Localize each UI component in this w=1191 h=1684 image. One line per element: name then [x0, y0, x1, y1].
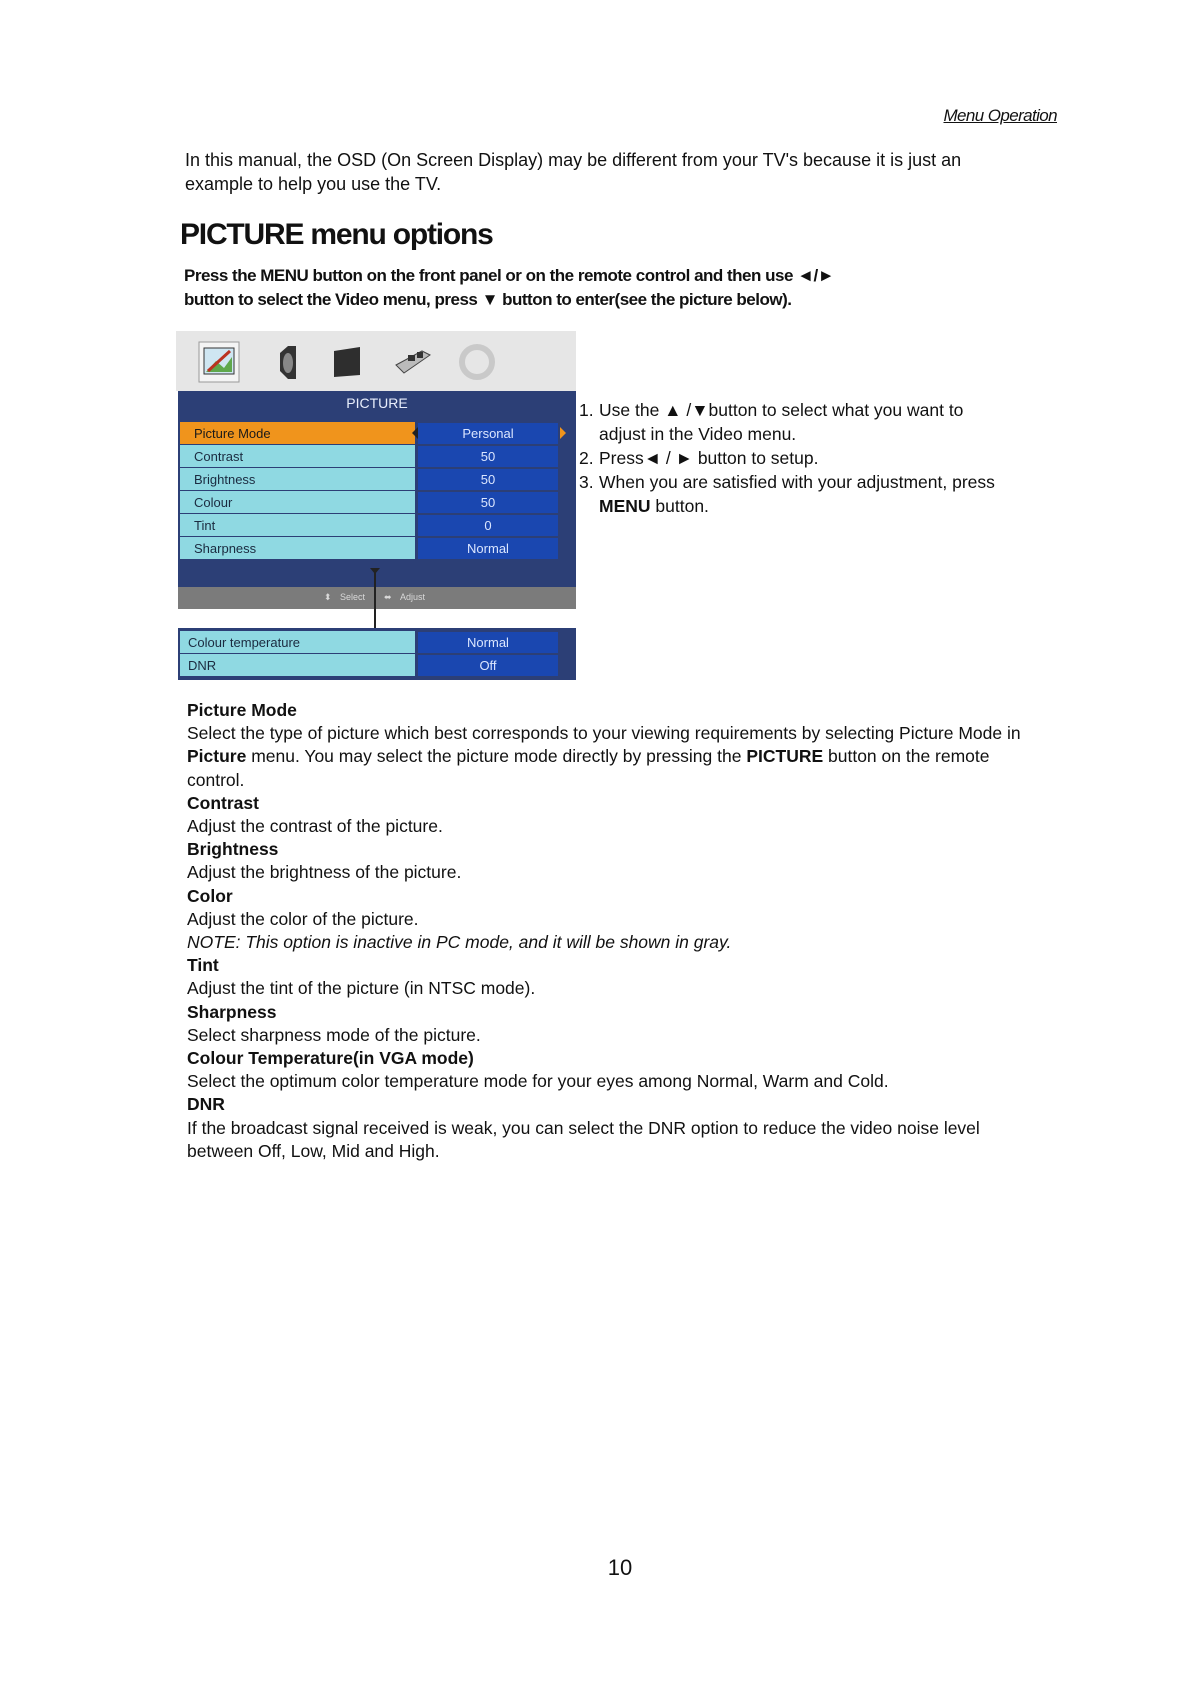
- picture-icon[interactable]: [198, 341, 240, 383]
- osd-row-value: Personal: [418, 423, 558, 444]
- page-title: PICTURE menu options: [180, 218, 493, 251]
- osd-row-picture-mode[interactable]: [180, 422, 574, 445]
- osd-extra-panel: [178, 628, 576, 680]
- keyword-picture-button: PICTURE: [746, 746, 824, 767]
- connector-line: [374, 572, 376, 628]
- step-number: 2.: [579, 448, 594, 468]
- osd-row-tint[interactable]: [180, 514, 574, 537]
- osd-row-value: Normal: [418, 538, 558, 559]
- page-number: 10: [607, 1555, 633, 1580]
- screen-icon[interactable]: [326, 341, 368, 383]
- heading-dnr: DNR: [187, 1094, 225, 1115]
- up-down-arrows-icon: ⬍: [324, 592, 332, 602]
- step-text: When you are satisfied with your adjustment, press: [599, 472, 995, 492]
- step-text: Use the ▲ /▼button to select what you want to: [599, 400, 964, 420]
- steps-list: [579, 398, 1039, 518]
- osd-row-label: Colour: [180, 491, 415, 514]
- osd-row-dnr[interactable]: [180, 654, 574, 677]
- intro-paragraph: In this manual, the OSD (On Screen Display) may be different from your TV's because it is just an example to help you use the TV.: [185, 150, 962, 194]
- settings-icon[interactable]: [456, 341, 498, 383]
- step-text: [599, 494, 1039, 518]
- osd-title: PICTURE: [346, 395, 408, 411]
- osd-row-label: Picture Mode: [180, 422, 415, 445]
- text-color: Adjust the color of the picture.: [187, 908, 419, 929]
- osd-icon-bar: [176, 331, 576, 391]
- section-header: Menu Operation: [943, 106, 1057, 125]
- text-picture-mode-1: Select the type of picture which best corresponds to your viewing requirements by selecting Picture Mode in: [187, 723, 1021, 744]
- heading-picture-mode: Picture Mode: [187, 700, 297, 720]
- step-text-rest: button.: [650, 496, 709, 516]
- osd-hint-adjust: Adjust: [400, 592, 426, 602]
- text-span: button on the remote: [823, 746, 990, 767]
- text-dnr-2: between Off, Low, Mid and High.: [187, 1140, 440, 1161]
- osd-row-value: Normal: [418, 632, 558, 653]
- text-sharpness: Select sharpness mode of the picture.: [187, 1024, 481, 1045]
- text-picture-mode-3: control.: [187, 769, 245, 790]
- osd-row-label: Colour temperature: [180, 631, 415, 654]
- osd-row-value: 50: [418, 492, 558, 513]
- text-brightness: Adjust the brightness of the picture.: [187, 862, 462, 883]
- text-picture-mode-2: [187, 745, 1087, 768]
- option-descriptions: [187, 699, 1087, 1163]
- osd-hint-select: Select: [340, 592, 366, 602]
- text-dnr-1: If the broadcast signal received is weak, you can select the DNR option to reduce the video noise level: [187, 1117, 980, 1138]
- heading-contrast: Contrast: [187, 792, 259, 813]
- step-text: Press◄ / ► button to setup.: [599, 448, 819, 468]
- osd-row-value: 50: [418, 446, 558, 467]
- note-color: NOTE: This option is inactive in PC mode, and it will be shown in gray.: [187, 932, 732, 953]
- left-right-arrows-icon: ⬌: [384, 592, 392, 602]
- text-span: menu. You may select the picture mode directly by pressing the: [246, 746, 747, 767]
- osd-row-label: Sharpness: [180, 537, 415, 560]
- text-tint: Adjust the tint of the picture (in NTSC mode).: [187, 978, 536, 999]
- osd-footer: [178, 587, 576, 609]
- heading-brightness: Brightness: [187, 839, 279, 860]
- keyword-picture: Picture: [187, 746, 247, 767]
- heading-color: Color: [187, 885, 233, 906]
- step-number: 3.: [579, 472, 594, 492]
- osd-row-label: Contrast: [180, 445, 415, 468]
- heading-colour-temperature: Colour Temperature(in VGA mode): [187, 1048, 474, 1069]
- osd-row-value: 50: [418, 469, 558, 490]
- osd-row-colour[interactable]: [180, 491, 574, 514]
- text-contrast: Adjust the contrast of the picture.: [187, 816, 443, 837]
- osd-row-value: 0: [418, 515, 558, 536]
- osd-row-label: DNR: [180, 654, 415, 677]
- step-item: [579, 398, 1039, 446]
- menu-keyword: MENU: [599, 496, 651, 516]
- lead-line-1: Press the MENU button on the front panel or on the remote control and then use ◄/►: [184, 266, 835, 285]
- osd-row-brightness[interactable]: [180, 468, 574, 491]
- osd-row-sharpness[interactable]: [180, 537, 574, 560]
- arrow-right-icon[interactable]: [560, 427, 566, 439]
- lead-instructions: [184, 264, 944, 312]
- step-item: [579, 470, 1039, 518]
- osd-panel: [178, 391, 576, 609]
- step-item: [579, 446, 1039, 470]
- step-number: 1.: [579, 400, 594, 420]
- heading-sharpness: Sharpness: [187, 1001, 277, 1022]
- osd-row-label: Tint: [180, 514, 415, 537]
- speaker-icon[interactable]: [266, 341, 308, 383]
- osd-row-label: Brightness: [180, 468, 415, 491]
- osd-row-value: Off: [418, 655, 558, 676]
- text-colour-temperature: Select the optimum color temperature mode for your eyes among Normal, Warm and Cold.: [187, 1071, 889, 1092]
- step-text: adjust in the Video menu.: [599, 424, 797, 444]
- osd-row-colour-temperature[interactable]: [180, 631, 574, 654]
- heading-tint: Tint: [187, 955, 219, 976]
- tv-setup-icon[interactable]: [392, 341, 434, 383]
- lead-line-2: button to select the Video menu, press ▼ button to enter(see the picture below).: [184, 290, 792, 309]
- osd-row-contrast[interactable]: [180, 445, 574, 468]
